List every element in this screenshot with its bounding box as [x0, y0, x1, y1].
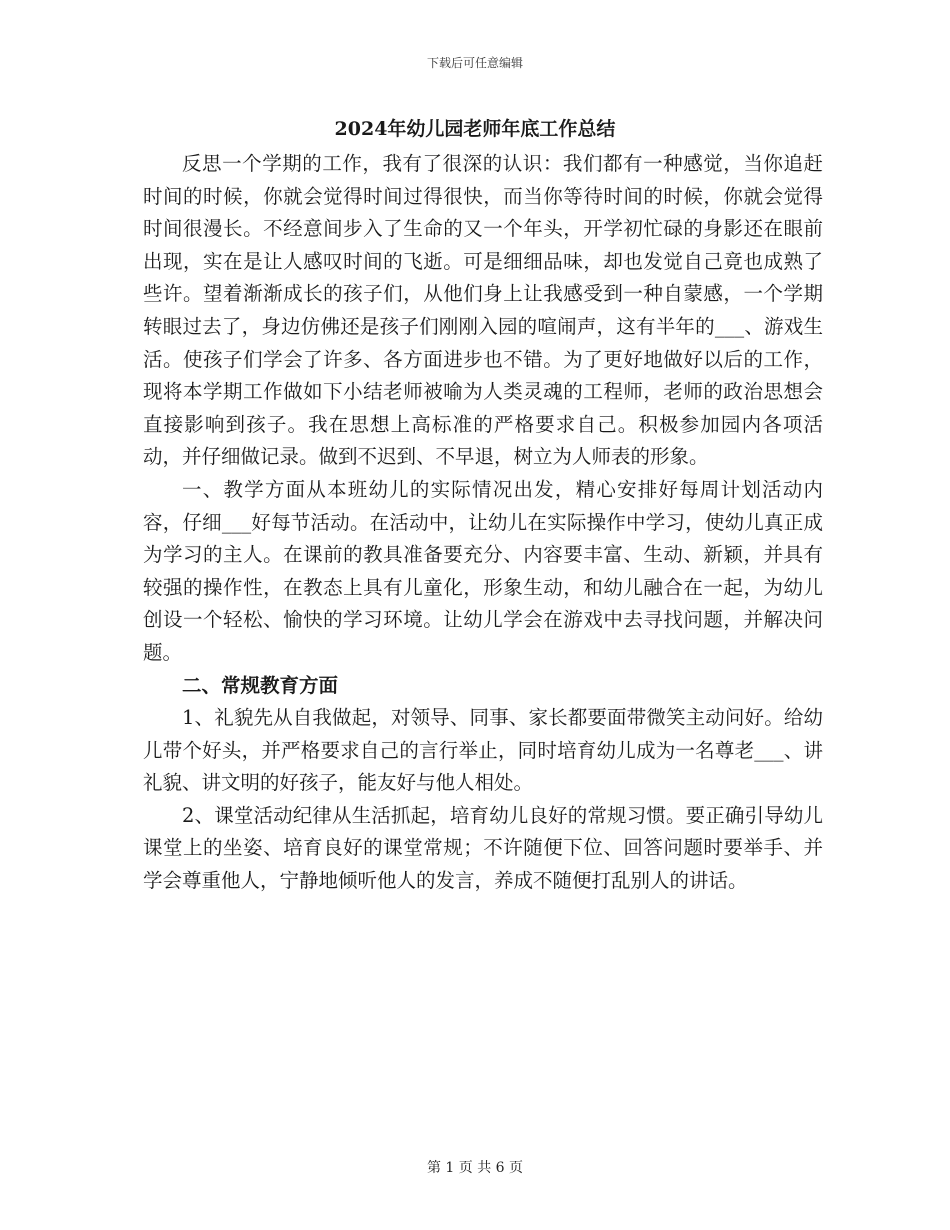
- page-header-note: 下载后可任意编辑: [426, 56, 523, 70]
- body-paragraph-discipline: 2、课堂活动纪律从生活抓起，培育幼儿良好的常规习惯。要正确引导幼儿课堂上的坐姿、培育良好的课堂常规；不许随便下位、回答问题时要举手、并学会尊重他人，宁静地倾听他人的发言，养成不随便打乱别人的讲话。: [143, 803, 823, 893]
- document-title: 2024年幼儿园老师年底工作总结: [334, 118, 616, 140]
- body-paragraph-reflection: 反思一个学期的工作，我有了很深的认识：我们都有一种感觉，当你追赶时间的时候，你就会觉得时间过得很快，而当你等待时间的时候，你就会觉得时间很漫长。不经意间步入了生命的又一个年头，开学初忙碌的身影还在眼前出现，实在是让人感叹时间的飞逝。可是细细品味，却也发觉自己竟也成熟了些许。望着渐渐成长的孩子们，从他们身上让我感受到一种自蒙感，一个学期转眼过去了，身边仿佛还是孩子们刚刚入园的喧闹声，这有半年的___、游戏生活。使孩子们学会了许多、各方面进步也不错。为了更好地做好以后的工作，现将本学期工作做如下小结老师被喻为人类灵魂的工程师，老师的政治思想会直接影响到孩子。我在思想上高标准的严格要求自己。积极参加园内各项活动，并仔细做记录。做到不迟到、不早退，树立为人师表的形象。: [143, 152, 823, 469]
- page-indicator: 第 1 页 共 6 页: [426, 1160, 524, 1176]
- body-paragraph-manners: 1、礼貌先从自我做起，对领导、同事、家长都要面带微笑主动问好。给幼儿带个好头，并严格要求自己的言行举止，同时培育幼儿成为一名尊老___、讲礼貌、讲文明的好孩子，能友好与他人相处。: [143, 706, 823, 795]
- document-body: [143, 148, 823, 898]
- body-paragraph-teaching: 一、教学方面从本班幼儿的实际情况出发，精心安排好每周计划活动内容，仔细___好每节活动。在活动中，让幼儿在实际操作中学习，使幼儿真正成为学习的主人。在课前的教具准备要充分、内容要丰富、生动、新颖，并具有较强的操作性，在教态上具有儿童化，形象生动，和幼儿融合在一起，为幼儿创设一个轻松、愉快的学习环境。让幼儿学会在游戏中去寻找问题，并解决问题。: [143, 477, 823, 664]
- section-heading-routine: 二、常规教育方面: [182, 673, 339, 697]
